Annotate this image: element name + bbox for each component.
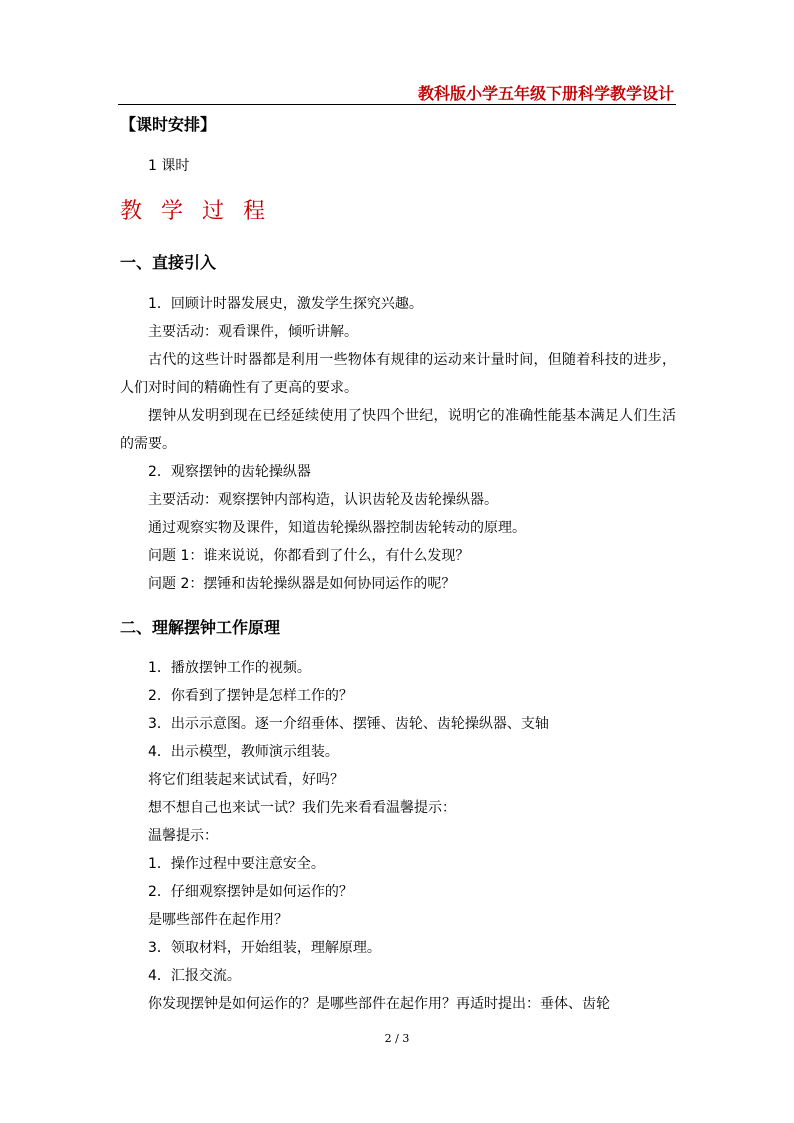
page-number: 2 / 3 (384, 1032, 410, 1045)
header-divider (118, 104, 676, 105)
schedule-heading: 【课时安排】 (120, 115, 217, 134)
section1-para: 问题 1：谁来说说，你都看到了什么，有什么发现？ (148, 548, 470, 564)
section2-para: 4．汇报交流。 (148, 968, 241, 984)
section1-para: 2．观察摆钟的齿轮操纵器 (148, 464, 311, 480)
section1-para: 主要活动：观看课件，倾听讲解。 (148, 324, 358, 340)
section2-para: 3．出示示意图。逐一介绍垂体、摆锤、齿轮、齿轮操纵器、支轴 (148, 716, 549, 732)
section2-para: 想不想自己也来试一试？我们先来看看温馨提示： (148, 800, 456, 816)
process-title-block (120, 194, 676, 225)
section2-heading: 二、理解摆钟工作原理 (120, 618, 281, 637)
section1-heading: 一、直接引入 (120, 253, 217, 272)
section2-para: 3．领取材料，开始组装，理解原理。 (148, 940, 381, 956)
schedule-label (120, 112, 676, 135)
section2-para: 4．出示模型，教师演示组装。 (148, 744, 339, 760)
section1-para: 摆钟从发明到现在已经延续使用了快四个世纪，说明它的准确性能基本满足人们生活的需要。 (120, 408, 676, 452)
section2-heading-block (120, 615, 676, 638)
section1-para: 古代的这些计时器都是利用一些物体有规律的运动来计量时间，但随着科技的进步，人们对时间的精确性有了更高的要求。 (120, 352, 676, 396)
schedule-value-line (120, 152, 676, 180)
section1-para: 主要活动：观察摆钟内部构造，认识齿轮及齿轮操纵器。 (148, 492, 498, 508)
section1-para: 问题 2：摆锤和齿轮操纵器是如何协同运作的呢？ (148, 576, 456, 592)
schedule-value: 1 课时 (148, 158, 190, 174)
section1-para: 通过观察实物及课件，知道齿轮操纵器控制齿轮转动的原理。 (148, 520, 526, 536)
section1-heading-block (120, 250, 676, 273)
process-title: 教 学 过 程 (120, 199, 271, 224)
section2-para: 1．播放摆钟工作的视频。 (148, 660, 311, 676)
section2-para: 你发现摆钟是如何运作的？是哪些部件在起作用？再适时提出：垂体、齿轮 (148, 996, 610, 1012)
section2-para: 2．你看到了摆钟是怎样工作的？ (148, 688, 353, 704)
section2-para: 1．操作过程中要注意安全。 (148, 856, 325, 872)
section2-para: 是哪些部件在起作用？ (148, 912, 288, 928)
section1-para: 1．回顾计时器发展史，激发学生探究兴趣。 (148, 296, 423, 312)
section2-para: 将它们组装起来试试看，好吗？ (148, 772, 344, 788)
section1-body (120, 290, 676, 598)
section2-body (120, 654, 676, 1018)
section2-para: 2．仔细观察摆钟是如何运作的？ (148, 884, 353, 900)
document-header-title: 教科版小学五年级下册科学教学设计 (417, 84, 674, 103)
section2-para: 温馨提示： (148, 828, 218, 844)
